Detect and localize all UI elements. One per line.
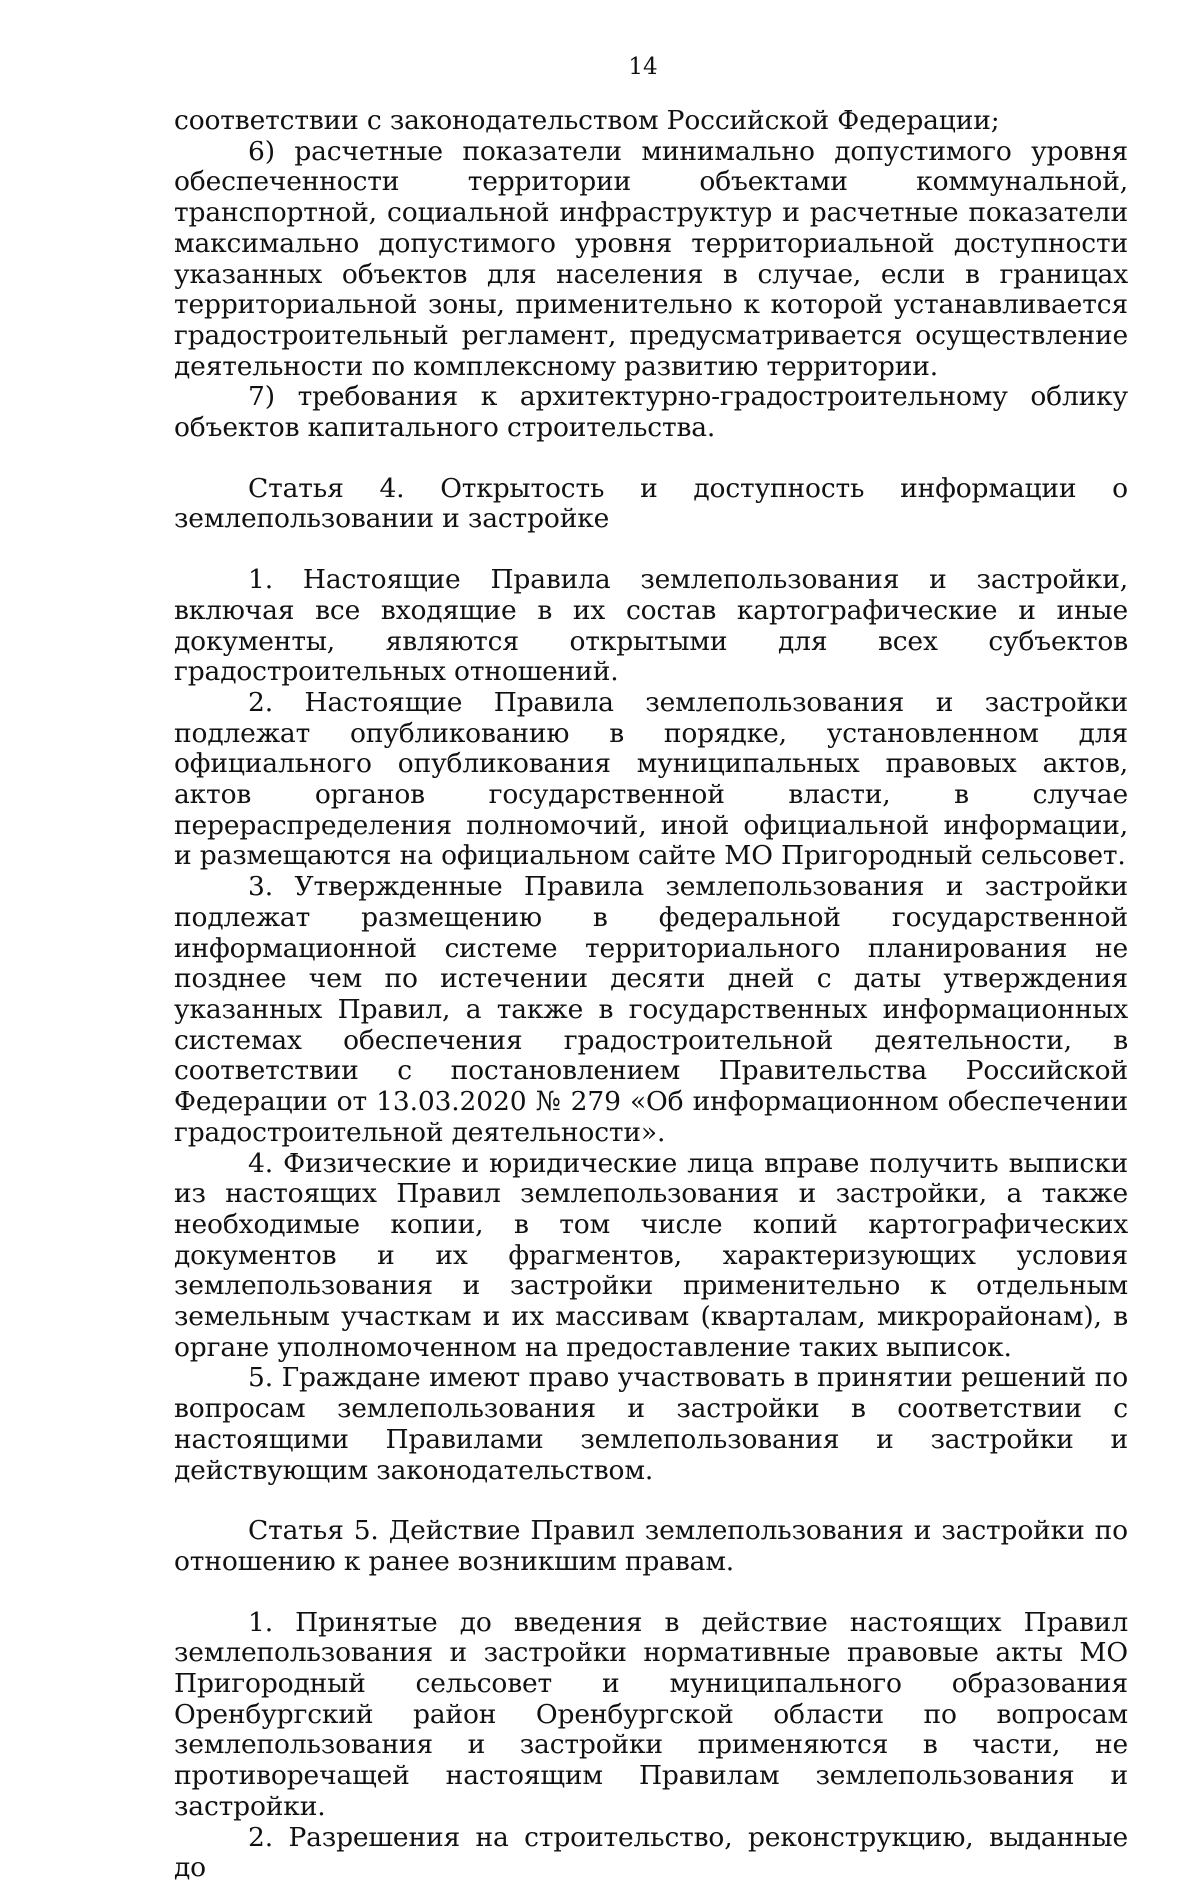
- article-4-item-1: 1. Настоящие Правила землепользования и застройки, включая все входящие в их состав картографические и иные документы, являются открытыми для всех субъектов градостроительных отношений.: [174, 564, 1128, 688]
- article-4-item-2: 2. Настоящие Правила землепользования и застройки подлежат опубликованию в порядке, установленном для официального опубликования муниципальных правовых актов, актов органов государственной власти, в случае перераспределения полномочий, иной официальной информации, и размещаются на официальном сайте МО Пригородный сельсовет.: [174, 686, 1128, 872]
- article-4-item-5: 5. Граждане имеют право участвовать в принятии решений по вопросам землепользования и застройки в соответствии с настоящими Правилами землепользования и застройки и действующим законодательством.: [174, 1362, 1128, 1486]
- article-5-heading: Статья 5. Действие Правил землепользования и застройки по отношению к ранее возникшим правам.: [174, 1515, 1128, 1577]
- list-item-6: 6) расчетные показатели минимально допустимого уровня обеспеченности территории объектами коммунальной, транспортной, социальной инфраструктур и расчетные показатели максимально допустимого уровня территориальной доступности указанных объектов для населения в случае, если в границах территориальной зоны, применительно к которой устанавливается градостроительный регламент, предусматривается осуществление деятельности по комплексному развитию территории.: [174, 135, 1128, 382]
- list-item-7: 7) требования к архитектурно-градостроительному облику объектов капитального строительства.: [174, 381, 1128, 444]
- article-5-item-1: 1. Принятые до введения в действие настоящих Правил землепользования и застройки нормативные правовые акты МО Пригородный сельсовет и муниципального образования Оренбургский район Оренбургской области по вопросам землепользования и застройки применяются в части, не противоречащей настоящим Правилам землепользования и застройки.: [174, 1606, 1128, 1822]
- document-body: [174, 106, 1128, 1884]
- article-5-item-2: 2. Разрешения на строительство, реконструкцию, выданные до: [174, 1821, 1128, 1884]
- article-4-item-4: 4. Физические и юридические лица вправе получить выписки из настоящих Правил землепользования и застройки, а также необходимые копии, в том числе копий картографических документов и их фрагментов, характеризующих условия землепользования и застройки применительно к отдельным земельным участкам и их массивам (кварталам, микрорайонам), в органе уполномоченном на предоставление таких выписок.: [174, 1147, 1128, 1363]
- article-4-heading: Статья 4. Открытость и доступность информации о землепользовании и застройке: [174, 472, 1128, 535]
- paragraph-continuation: соответствии с законодательством Российской Федерации;: [174, 105, 1000, 136]
- page-number: 14: [628, 54, 658, 80]
- article-4-item-3: 3. Утвержденные Правила землепользования и застройки подлежат размещению в федеральной государственной информационной системе территориального планирования не позднее чем по истечении десяти дней с даты утверждения указанных Правил, а также в государственных информационных системах обеспечения градостроительной деятельности, в соответствии с постановлением Правительства Российской Федерации от 13.03.2020 № 279 «Об информационном обеспечении градостроительной деятельности».: [174, 871, 1128, 1148]
